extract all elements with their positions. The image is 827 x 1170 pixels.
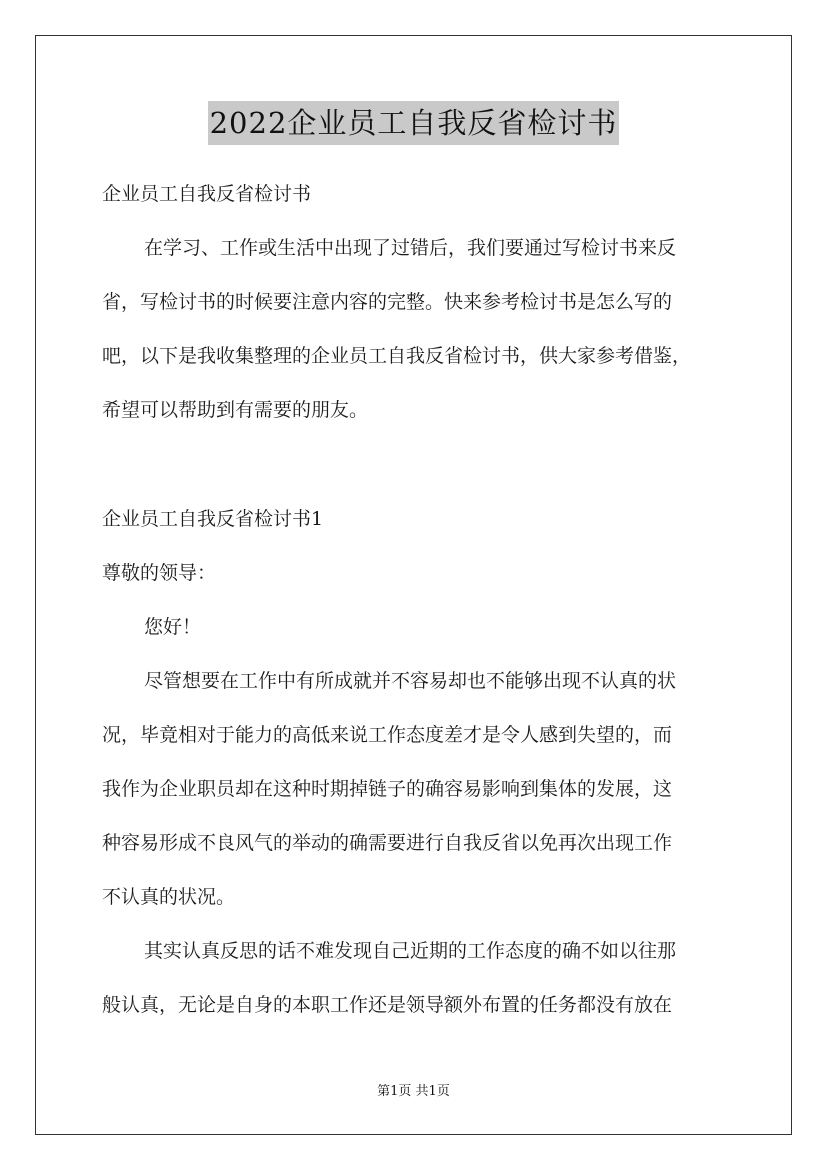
section-heading: 企业员工自我反省检讨书1 bbox=[102, 508, 324, 530]
paragraph-line: 尽管想要在工作中有所成就并不容易却也不能够出现不认真的状 bbox=[144, 670, 677, 692]
greeting: 您好！ bbox=[144, 616, 202, 638]
title-container bbox=[0, 101, 827, 145]
intro-line: 在学习、工作或生活中出现了过错后，我们要通过写检讨书来反 bbox=[144, 237, 677, 259]
paragraph-line: 种容易形成不良风气的举动的确需要进行自我反省以免再次出现工作 bbox=[102, 832, 673, 854]
paragraph-line: 我作为企业职员却在这种时期掉链子的确容易影响到集体的发展，这 bbox=[102, 778, 673, 800]
page-number: 第1页 共1页 bbox=[377, 1084, 450, 1099]
paragraph-line: 不认真的状况。 bbox=[102, 886, 236, 908]
intro-line: 吧，以下是我收集整理的企业员工自我反省检讨书，供大家参考借鉴， bbox=[102, 345, 692, 367]
document-title: 2022企业员工自我反省检讨书 bbox=[208, 101, 620, 145]
paragraph-line: 其实认真反思的话不难发现自己近期的工作态度的确不如以往那 bbox=[144, 940, 677, 962]
paragraph-line: 般认真，无论是自身的本职工作还是领导额外布置的任务都没有放在 bbox=[102, 994, 673, 1016]
intro-line: 省，写检讨书的时候要注意内容的完整。快来参考检讨书是怎么写的 bbox=[102, 291, 673, 313]
salutation: 尊敬的领导： bbox=[102, 562, 217, 584]
document-subtitle: 企业员工自我反省检讨书 bbox=[102, 183, 312, 205]
intro-line: 希望可以帮助到有需要的朋友。 bbox=[102, 399, 369, 421]
paragraph-line: 况，毕竟相对于能力的高低来说工作态度差才是令人感到失望的，而 bbox=[102, 724, 673, 746]
